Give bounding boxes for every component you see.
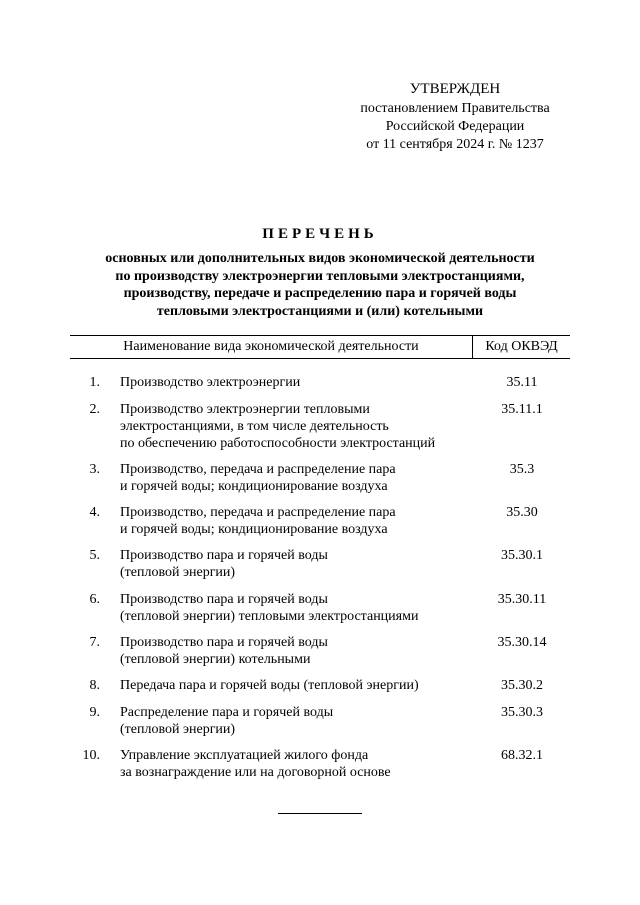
- row-name-line: Распределение пара и горячей воды: [120, 705, 334, 720]
- row-name-line: (тепловой энергии) тепловыми электростанциями: [120, 609, 419, 624]
- row-name-line: Передача пара и горячей воды (тепловой энергии): [120, 678, 419, 693]
- header-okved-code: Код ОКВЭД: [485, 339, 558, 354]
- approval-block: [330, 80, 580, 154]
- approval-line-2: Российской Федерации: [385, 119, 525, 134]
- subtitle-line: тепловыми электростанциями и (или) котельными: [156, 303, 484, 319]
- row-name-line: Производство, передача и распределение пара: [120, 462, 396, 477]
- row-number: 10.: [82, 748, 100, 763]
- row-okved-code: 35.11.1: [501, 402, 543, 417]
- row-okved-code: 35.30.11: [497, 592, 547, 607]
- subtitle-line: по производству электроэнергии тепловыми электростанциями,: [115, 268, 525, 284]
- row-okved-code: 35.30.1: [501, 548, 543, 563]
- table-header: [70, 335, 570, 359]
- row-name-line: за вознаграждение или на договорной основе: [120, 765, 391, 780]
- row-activity-name: [120, 747, 465, 781]
- row-okved-code: 35.30.3: [501, 705, 543, 720]
- row-number: 3.: [89, 462, 100, 477]
- row-name-line: Производство пара и горячей воды: [120, 548, 328, 563]
- row-name-line: Производство, передача и распределение пара: [120, 505, 396, 520]
- row-number: 2.: [89, 402, 100, 417]
- row-name-line: (тепловой энергии): [120, 722, 236, 737]
- document-title: ПЕРЕЧЕНЬ: [262, 226, 378, 242]
- row-activity-name: [120, 547, 465, 581]
- row-activity-name: [120, 374, 465, 391]
- row-activity-name: [120, 677, 465, 694]
- end-of-document-line: [278, 813, 362, 814]
- row-activity-name: [120, 634, 465, 668]
- row-name-line: Производство электроэнергии: [120, 375, 301, 390]
- row-number: 7.: [89, 635, 100, 650]
- subtitle-line: производству, передаче и распределению пара и горячей воды: [123, 286, 517, 301]
- row-okved-code: 35.3: [509, 462, 535, 477]
- row-activity-name: [120, 504, 465, 538]
- row-number: 5.: [89, 548, 100, 563]
- subtitle-line: основных или дополнительных видов экономической деятельности: [105, 251, 535, 266]
- row-okved-code: 68.32.1: [501, 748, 543, 763]
- row-name-line: Производство пара и горячей воды: [120, 592, 328, 607]
- approval-line-3: от 11 сентября 2024 г. № 1237: [366, 137, 544, 152]
- row-okved-code: 35.11: [506, 375, 538, 390]
- row-okved-code: 35.30: [506, 505, 538, 520]
- row-activity-name: [120, 461, 465, 495]
- row-name-line: Управление эксплуатацией жилого фонда: [120, 748, 369, 763]
- approval-line-1: постановлением Правительства: [360, 101, 550, 116]
- row-name-line: (тепловой энергии) котельными: [120, 652, 311, 667]
- row-number: 8.: [89, 678, 100, 693]
- row-number: 9.: [89, 705, 100, 720]
- row-number: 4.: [89, 505, 100, 520]
- header-activity-name: Наименование вида экономической деятельности: [123, 339, 419, 354]
- row-activity-name: [120, 704, 465, 738]
- document-subtitle: [60, 250, 580, 320]
- row-activity-name: [120, 591, 465, 625]
- row-name-line: и горячей воды; кондиционирование воздуха: [120, 522, 388, 537]
- row-name-line: Производство пара и горячей воды: [120, 635, 328, 650]
- row-name-line: и горячей воды; кондиционирование воздуха: [120, 479, 388, 494]
- row-activity-name: [120, 401, 465, 452]
- row-number: 1.: [89, 375, 100, 390]
- row-name-line: (тепловой энергии): [120, 565, 236, 580]
- row-okved-code: 35.30.14: [497, 635, 547, 650]
- approval-heading: УТВЕРЖДЕН: [409, 81, 501, 97]
- row-number: 6.: [89, 592, 100, 607]
- row-name-line: по обеспечению работоспособности электростанций: [120, 436, 436, 451]
- row-okved-code: 35.30.2: [501, 678, 543, 693]
- row-name-line: Производство электроэнергии тепловыми: [120, 402, 370, 417]
- row-name-line: электростанциями, в том числе деятельность: [120, 419, 389, 434]
